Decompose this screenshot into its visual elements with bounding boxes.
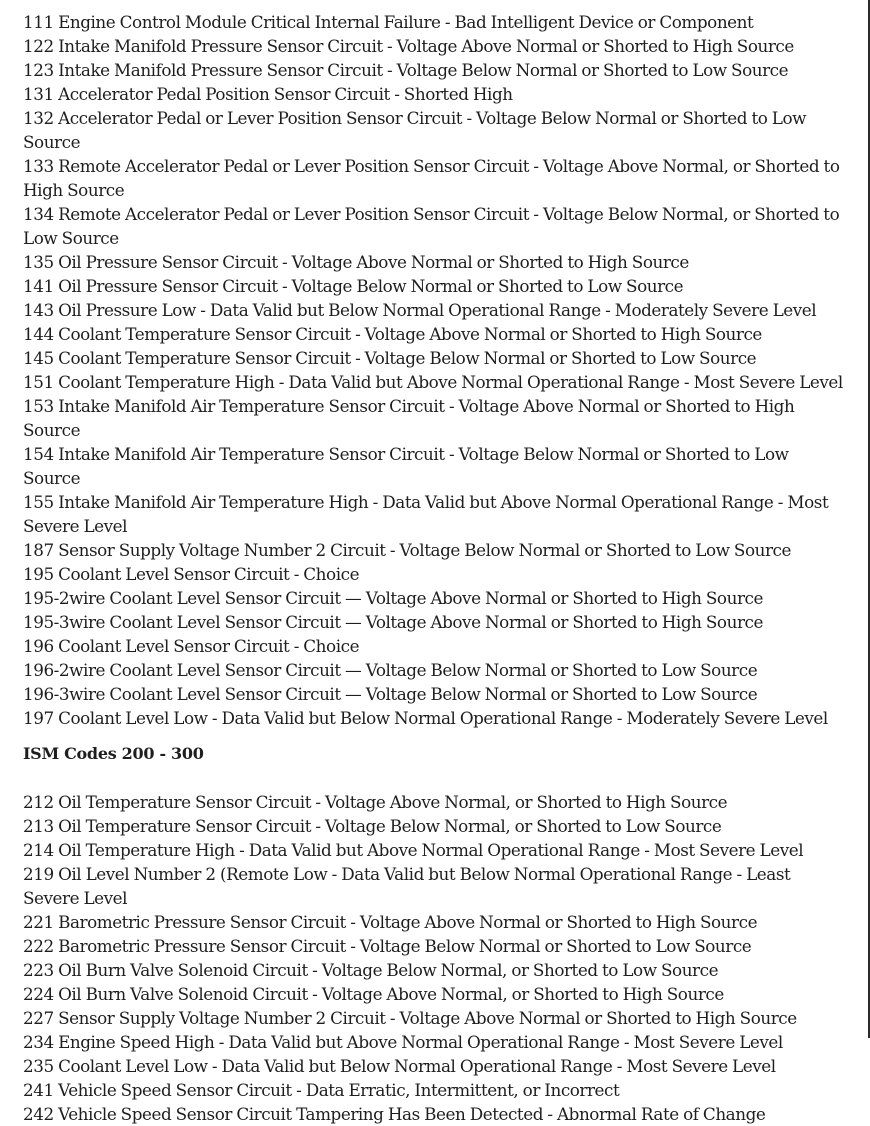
code-line: 143 Oil Pressure Low - Data Valid but Below Normal Operational Range - Moderately Severe Level	[23, 300, 817, 320]
code-line: 154 Intake Manifold Air Temperature Sensor Circuit - Voltage Below Normal or Shorted to Low Source	[23, 444, 789, 488]
code-line: 222 Barometric Pressure Sensor Circuit - Voltage Below Normal or Shorted to Low Source	[23, 936, 752, 956]
code-line: 135 Oil Pressure Sensor Circuit - Voltage Above Normal or Shorted to High Source	[23, 252, 689, 272]
code-line: 111 Engine Control Module Critical Internal Failure - Bad Intelligent Device or Component	[23, 12, 754, 32]
section-heading: ISM Codes 200 - 300	[23, 744, 204, 763]
code-line: 131 Accelerator Pedal Position Sensor Circuit - Shorted High	[23, 84, 513, 104]
code-line: 241 Vehicle Speed Sensor Circuit - Data Erratic, Intermittent, or Incorrect	[23, 1080, 620, 1100]
code-line: 235 Coolant Level Low - Data Valid but Below Normal Operational Range - Most Severe Level	[23, 1056, 776, 1076]
code-line: 234 Engine Speed High - Data Valid but Above Normal Operational Range - Most Severe Level	[23, 1032, 783, 1052]
code-line: 151 Coolant Temperature High - Data Valid but Above Normal Operational Range - Most Severe Level	[23, 372, 843, 392]
code-line: 221 Barometric Pressure Sensor Circuit - Voltage Above Normal or Shorted to High Source	[23, 912, 758, 932]
code-line: 224 Oil Burn Valve Solenoid Circuit - Voltage Above Normal, or Shorted to High Source	[23, 984, 724, 1004]
code-list-content	[23, 10, 843, 1126]
code-line: 195-3wire Coolant Level Sensor Circuit — Voltage Above Normal or Shorted to High Source	[23, 612, 763, 632]
code-line: 155 Intake Manifold Air Temperature High - Data Valid but Above Normal Operational Range - Most Severe Level	[23, 492, 829, 536]
code-line: 122 Intake Manifold Pressure Sensor Circuit - Voltage Above Normal or Shorted to High Source	[23, 36, 794, 56]
code-line: 141 Oil Pressure Sensor Circuit - Voltage Below Normal or Shorted to Low Source	[23, 276, 684, 296]
code-line: 196-2wire Coolant Level Sensor Circuit — Voltage Below Normal or Shorted to Low Source	[23, 660, 758, 680]
codes-200-list	[23, 790, 843, 1126]
code-line: 134 Remote Accelerator Pedal or Lever Position Sensor Circuit - Voltage Below Normal, or Shorted to Low Source	[23, 204, 840, 248]
code-line: 197 Coolant Level Low - Data Valid but Below Normal Operational Range - Moderately Severe Level	[23, 708, 828, 728]
code-line: 187 Sensor Supply Voltage Number 2 Circuit - Voltage Below Normal or Shorted to Low Source	[23, 540, 791, 560]
code-line: 195 Coolant Level Sensor Circuit - Choice	[23, 564, 360, 584]
code-line: 223 Oil Burn Valve Solenoid Circuit - Voltage Below Normal, or Shorted to Low Source	[23, 960, 719, 980]
code-line: 242 Vehicle Speed Sensor Circuit Tampering Has Been Detected - Abnormal Rate of Change	[23, 1104, 766, 1124]
code-line: 153 Intake Manifold Air Temperature Sensor Circuit - Voltage Above Normal or Shorted to High Source	[23, 396, 795, 440]
code-line: 213 Oil Temperature Sensor Circuit - Voltage Below Normal, or Shorted to Low Source	[23, 816, 722, 836]
code-line: 227 Sensor Supply Voltage Number 2 Circuit - Voltage Above Normal or Shorted to High Source	[23, 1008, 797, 1028]
code-line: 196 Coolant Level Sensor Circuit - Choice	[23, 636, 360, 656]
code-line: 219 Oil Level Number 2 (Remote Low - Data Valid but Below Normal Operational Range - Least Severe Level	[23, 864, 791, 908]
code-line: 214 Oil Temperature High - Data Valid but Above Normal Operational Range - Most Severe Level	[23, 840, 804, 860]
code-line: 196-3wire Coolant Level Sensor Circuit — Voltage Below Normal or Shorted to Low Source	[23, 684, 758, 704]
code-line: 132 Accelerator Pedal or Lever Position Sensor Circuit - Voltage Below Normal or Shorted to Low Source	[23, 108, 807, 152]
code-line: 212 Oil Temperature Sensor Circuit - Voltage Above Normal, or Shorted to High Source	[23, 792, 728, 812]
code-line: 144 Coolant Temperature Sensor Circuit - Voltage Above Normal or Shorted to High Source	[23, 324, 762, 344]
code-line: 133 Remote Accelerator Pedal or Lever Position Sensor Circuit - Voltage Above Normal, or Shorted to High Source	[23, 156, 840, 200]
code-line: 123 Intake Manifold Pressure Sensor Circuit - Voltage Below Normal or Shorted to Low Source	[23, 60, 789, 80]
code-line: 195-2wire Coolant Level Sensor Circuit — Voltage Above Normal or Shorted to High Source	[23, 588, 763, 608]
code-line: 145 Coolant Temperature Sensor Circuit - Voltage Below Normal or Shorted to Low Source	[23, 348, 757, 368]
codes-100-list	[23, 10, 843, 730]
